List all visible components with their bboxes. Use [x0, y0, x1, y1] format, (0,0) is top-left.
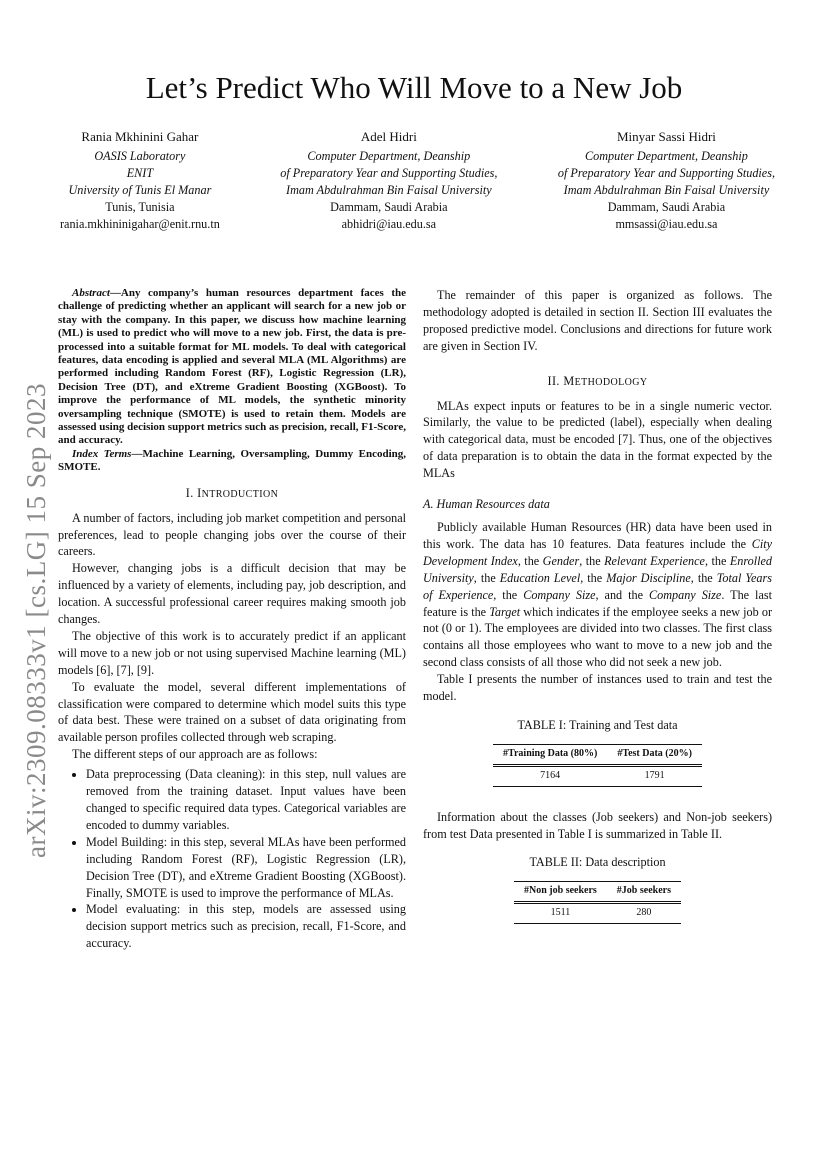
- left-column: [58, 287, 406, 952]
- list-item: • Model Building: in this step, several MLAs have been performed including Random Forest (RF), Logistic Regression (LR), Decision Tree (DT), and eXtreme Gradient Boosting (XGBoost). Finally, SMOTE is used to improve the performance of MLAs.: [86, 834, 406, 902]
- author-email: rania.mkhininigahar@enit.rnu.tn: [60, 217, 220, 231]
- table-caption: TABLE II: Data description: [529, 855, 666, 870]
- author-block: [60, 128, 775, 233]
- author-1: Rania Mkhinini Gahar OASIS Laboratory ENIT University of Tunis El Manar Tunis, Tunisia rania.mkhininigahar@enit.rnu.tn: [60, 129, 220, 231]
- list-item: • Model evaluating: in this step, models are assessed using decision support metrics such as precision, recall, F1-Score, and accuracy.: [86, 901, 406, 952]
- author-email: abhidri@iau.edu.sa: [341, 217, 437, 231]
- remainder-paragraph: The remainder of this paper is organized as follows. The methodology adopted is detailed in section II. Section III evaluates the proposed predictive model. Conclusions and directions for future work are given in Section IV.: [423, 288, 772, 353]
- index-terms: Index Terms—Machine Learning, Oversampling, Dummy Encoding, SMOTE.: [58, 447, 406, 474]
- paper-title: Let’s Predict Who Will Move to a New Job: [145, 70, 683, 105]
- right-column: [423, 287, 772, 924]
- intro-paragraph: The objective of this work is to accurately predict if an applicant will move to a new job or not using supervised Machine learning (ML) models [6], [7], [9].: [58, 628, 406, 677]
- arxiv-stamp: arXiv:2309.08333v1 [cs.LG] 15 Sep 2023: [20, 382, 51, 858]
- methodology-paragraph: MLAs expect inputs or features to be in a single numeric vector. Similarly, the value to be predicted (label), especially when dealing with categorical data, must be encoded [7]. Thus, one of the objectives of data preparation is to obtain the data in the format expected by the MLAs: [423, 398, 772, 481]
- table-row: 7164 1791: [493, 765, 702, 786]
- hr-data-paragraph: Publicly available Human Resources (HR) data have been used in this work. The data has 10 features. Data features include the City Development Index, the Gender, the Relevant Experience, the Enrolled University, the Education Level, the Major Discipline, the Total Years of Experience, the Company Size, and the Company Size. The last feature is the Target which indicates if the employee seeks a new job or not (0 or 1). The employees are divided into two classes. The first class contains all those employees who want to move to a new job and the second class consists of all those who did not seek a new job.: [423, 519, 773, 670]
- table-intro-paragraph: Table I presents the number of instances used to train and test the model.: [423, 672, 772, 704]
- table-row: 1511 280: [514, 903, 681, 924]
- training-test-table: [493, 744, 702, 787]
- list-item: • Data preprocessing (Data cleaning): in this step, null values are removed from the training dataset. Input values have been changed to specific required data types. Categorical variables are encoded to dummy variables.: [86, 766, 406, 834]
- intro-paragraph: However, changing jobs is a difficult decision that may be influenced by a variety of elements, including pay, job description, and location. A successful professional career requires making smooth job changes.: [58, 561, 406, 627]
- abstract: Abstract—Any company’s human resources department faces the challenge of predicting whether an applicant will search for a new job or stay with the company. In this paper, we discuss how machine learning (ML) is used to predict who will move to a new job. First, the data is pre-processed into a suitable format for ML models. To deal with categorical features, data encoding is applied and several MLA (ML Algorithms) are performed including Random Forest (RF), Logistic Regression (LR), Decision Tree (DT), and eXtreme Gradient Boosting (XGBoost). To improve the performance of ML models, the synthetic minority oversampling technique (SMOTE) is used to retain them. Models are assessed using decision support metrics such as precision, recall, F1-Score, and accuracy.: [58, 287, 406, 447]
- info-paragraph: Information about the classes (Job seekers) and Non-job seekers) from test Data presented in Table I is summarized in Table II.: [423, 809, 772, 841]
- author-2: Adel Hidri Computer Department, Deanship of Preparatory Year and Supporting Studies, Imam Abdulrahman Bin Faisal University Dammam, Saudi Arabia abhidri@iau.edu.sa: [280, 129, 498, 231]
- intro-paragraph: To evaluate the model, several different implementations of classification were compared to determine which model suits this type of data best. These were trained on a subset of data originating from available person profiles collected through web scraping.: [58, 679, 406, 745]
- data-description-table: [514, 881, 681, 924]
- table-header-row: #Training Data (80%) #Test Data (20%): [493, 744, 702, 765]
- steps-list: [58, 766, 406, 952]
- subsection-heading: A. Human Resources data: [423, 497, 550, 512]
- table-header-row: #Non job seekers #Job seekers: [514, 882, 681, 903]
- author-3: Minyar Sassi Hidri Computer Department, Deanship of Preparatory Year and Supporting Studies, Imam Abdulrahman Bin Faisal University Dammam, Saudi Arabia mmsassi@iau.edu.sa: [557, 129, 775, 231]
- section-heading-methodology: II. METHODOLOGY: [547, 373, 648, 388]
- section-heading-introduction: I. INTRODUCTION: [185, 485, 279, 500]
- intro-paragraph: A number of factors, including job market competition and personal preferences, lead to people changing jobs over the course of their careers.: [58, 510, 406, 559]
- author-email: mmsassi@iau.edu.sa: [615, 217, 718, 231]
- intro-paragraph: The different steps of our approach are as follows:: [72, 747, 318, 762]
- table-caption: TABLE I: Training and Test data: [517, 717, 678, 732]
